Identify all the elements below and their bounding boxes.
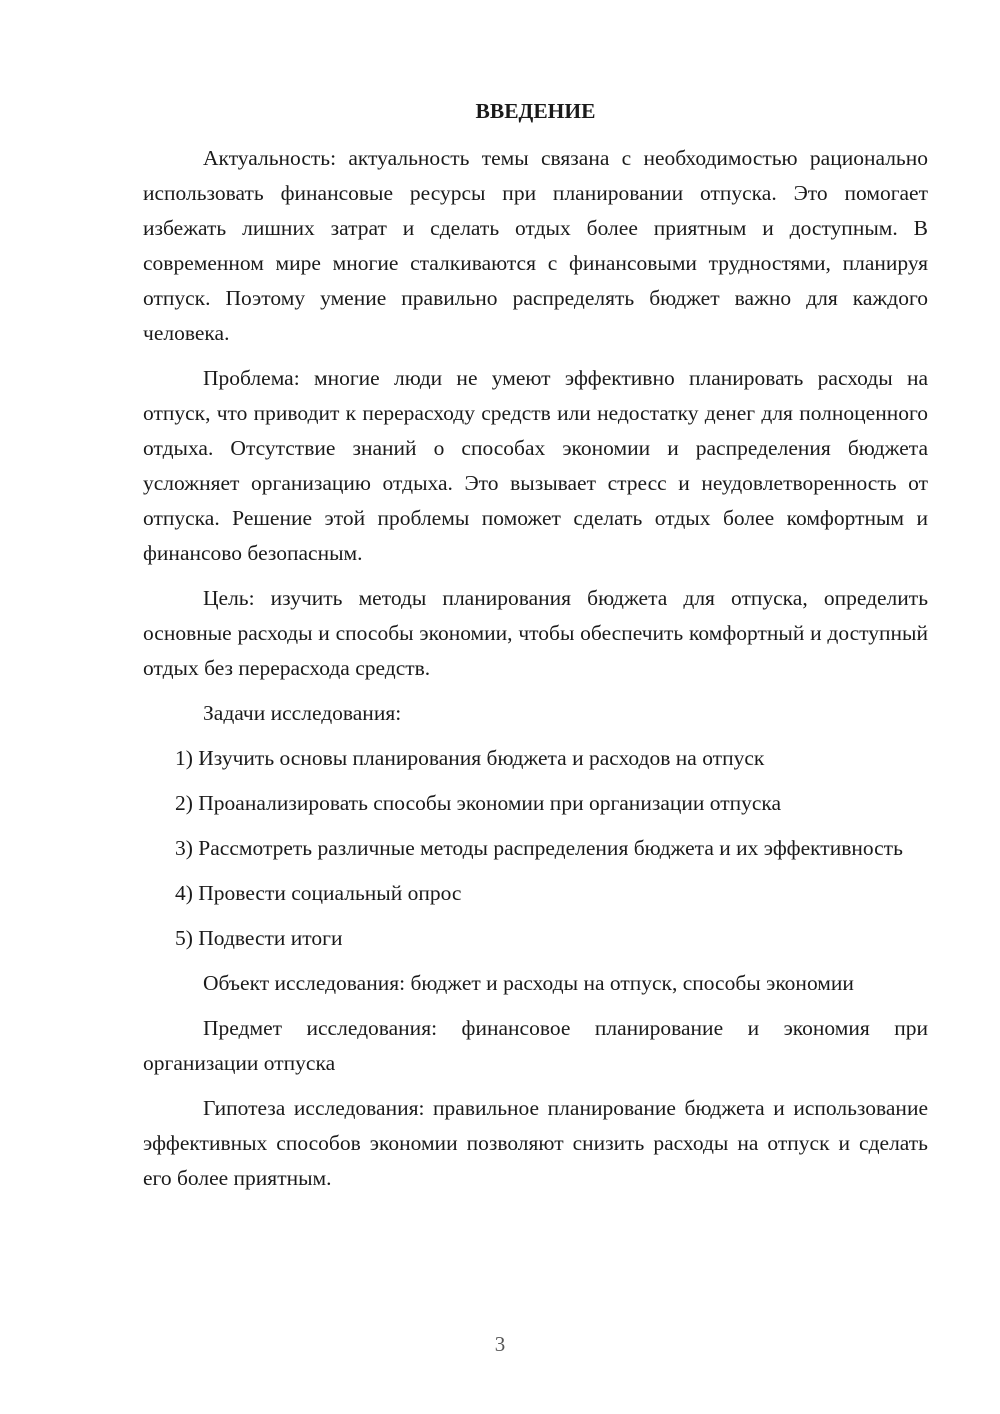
- problem-paragraph: Проблема: многие люди не умеют эффективно планировать расходы на отпуск, что приводит к перерасходу средств или недостатку денег для полноценного отдыха. Отсутствие знаний о способах экономии и распределения бюджета усложняет организацию отдыха. Это вызывает стресс и неудовлетворенность от отпуска. Решение этой проблемы поможет сделать отдых более комфортным и финансово безопасным.: [143, 366, 928, 565]
- goal-paragraph: Цель: изучить методы планирования бюджета для отпуска, определить основные расходы и способы экономии, чтобы обеспечить комфортный и доступный отдых без перерасхода средств.: [143, 586, 928, 680]
- page-number: 3: [494, 1332, 506, 1356]
- document-page: [143, 94, 928, 1206]
- task-item: 1) Изучить основы планирования бюджета и расходов на отпуск: [175, 746, 765, 770]
- task-item: 3) Рассмотреть различные методы распределения бюджета и их эффективность: [175, 836, 903, 860]
- relevance-paragraph: Актуальность: актуальность темы связана с необходимостью рационально использовать финансовые ресурсы при планировании отпуска. Это помогает избежать лишних затрат и сделать отдых более приятным и доступным. В современном мире многие сталкиваются с финансовыми трудностями, планируя отпуск. Поэтому умение правильно распределять бюджет важно для каждого человека.: [143, 146, 928, 345]
- hypothesis-paragraph: Гипотеза исследования: правильное планирование бюджета и использование эффективных способов экономии позволяют снизить расходы на отпуск и сделать его более приятным.: [143, 1096, 928, 1190]
- section-heading: ВВЕДЕНИЕ: [475, 99, 596, 123]
- subject-paragraph: Предмет исследования: финансовое планирование и экономия при организации отпуска: [143, 1016, 928, 1075]
- tasks-title: Задачи исследования:: [203, 701, 402, 725]
- object-paragraph: Объект исследования: бюджет и расходы на отпуск, способы экономии: [203, 971, 854, 995]
- task-item: 2) Проанализировать способы экономии при организации отпуска: [175, 791, 782, 815]
- tasks-list: [143, 741, 928, 956]
- task-item: 4) Провести социальный опрос: [175, 881, 462, 905]
- task-item: 5) Подвести итоги: [175, 926, 343, 950]
